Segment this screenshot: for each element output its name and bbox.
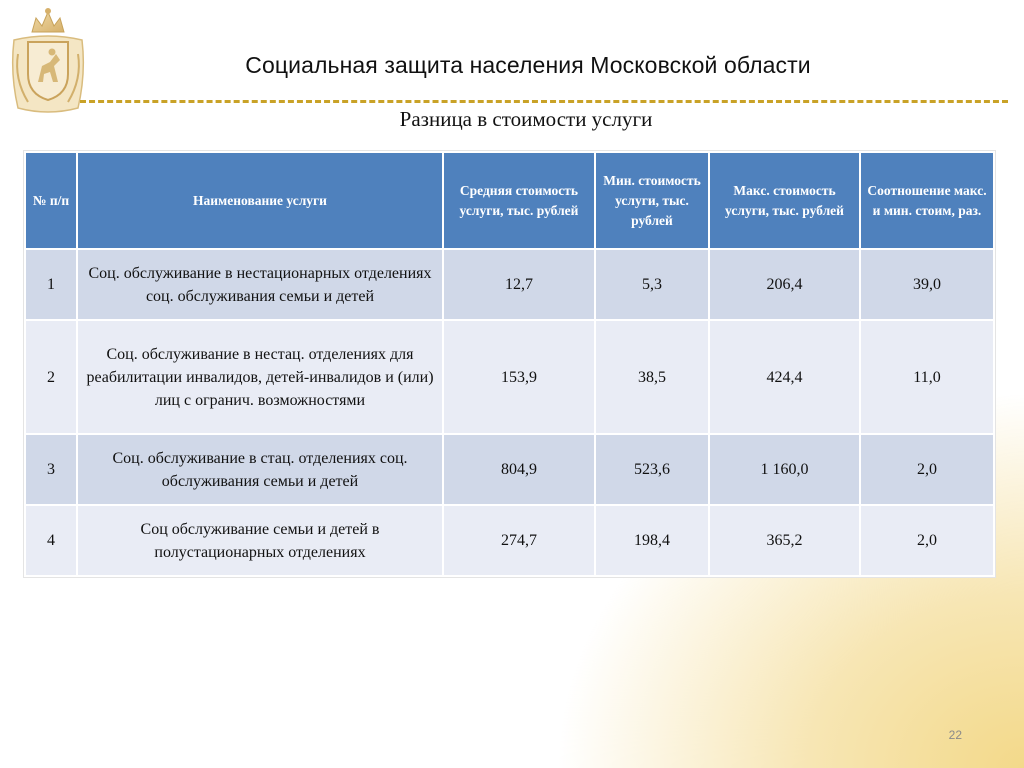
max-cost: 365,2 — [709, 505, 860, 576]
service-name: Соц. обслуживание в нестац. отделениях для реабилитации инвалидов, детей-инвалидов и (или) лиц с огранич. возможностями — [77, 320, 443, 434]
ratio: 2,0 — [860, 505, 994, 576]
row-number: 3 — [25, 434, 77, 505]
average-cost: 804,9 — [443, 434, 595, 505]
table-row — [25, 249, 994, 320]
column-header-min-cost: Мин. стоимость услуги, тыс. рублей — [595, 152, 709, 249]
ratio: 39,0 — [860, 249, 994, 320]
average-cost: 12,7 — [443, 249, 595, 320]
column-header-ratio: Соотношение макс. и мин. стоим, раз. — [860, 152, 994, 249]
max-cost: 206,4 — [709, 249, 860, 320]
ratio: 11,0 — [860, 320, 994, 434]
max-cost: 424,4 — [709, 320, 860, 434]
page-title: Социальная защита населения Московской области — [245, 52, 811, 78]
row-number: 2 — [25, 320, 77, 434]
page-subtitle: Разница в стоимости услуги — [399, 107, 653, 131]
column-header-max-cost: Макс. стоимость услуги, тыс. рублей — [709, 152, 860, 249]
service-name: Соц обслуживание семьи и детей в полустационарных отделениях — [77, 505, 443, 576]
row-number: 1 — [25, 249, 77, 320]
page-number: 22 — [948, 728, 962, 742]
services-cost-table — [24, 151, 995, 577]
min-cost: 38,5 — [595, 320, 709, 434]
max-cost: 1 160,0 — [709, 434, 860, 505]
column-header-service-name: Наименование услуги — [77, 152, 443, 249]
service-name: Соц. обслуживание в нестационарных отделениях соц. обслуживания семьи и детей — [77, 249, 443, 320]
min-cost: 198,4 — [595, 505, 709, 576]
table-row — [25, 505, 994, 576]
column-header-average-cost: Средняя стоимость услуги, тыс. рублей — [443, 152, 595, 249]
table-row — [25, 434, 994, 505]
title-divider — [80, 100, 1008, 103]
min-cost: 5,3 — [595, 249, 709, 320]
column-header-number: № п/п — [25, 152, 77, 249]
min-cost: 523,6 — [595, 434, 709, 505]
ratio: 2,0 — [860, 434, 994, 505]
row-number: 4 — [25, 505, 77, 576]
table-header-row — [25, 152, 994, 249]
average-cost: 153,9 — [443, 320, 595, 434]
table-row — [25, 320, 994, 434]
service-name: Соц. обслуживание в стац. отделениях соц. обслуживания семьи и детей — [77, 434, 443, 505]
average-cost: 274,7 — [443, 505, 595, 576]
